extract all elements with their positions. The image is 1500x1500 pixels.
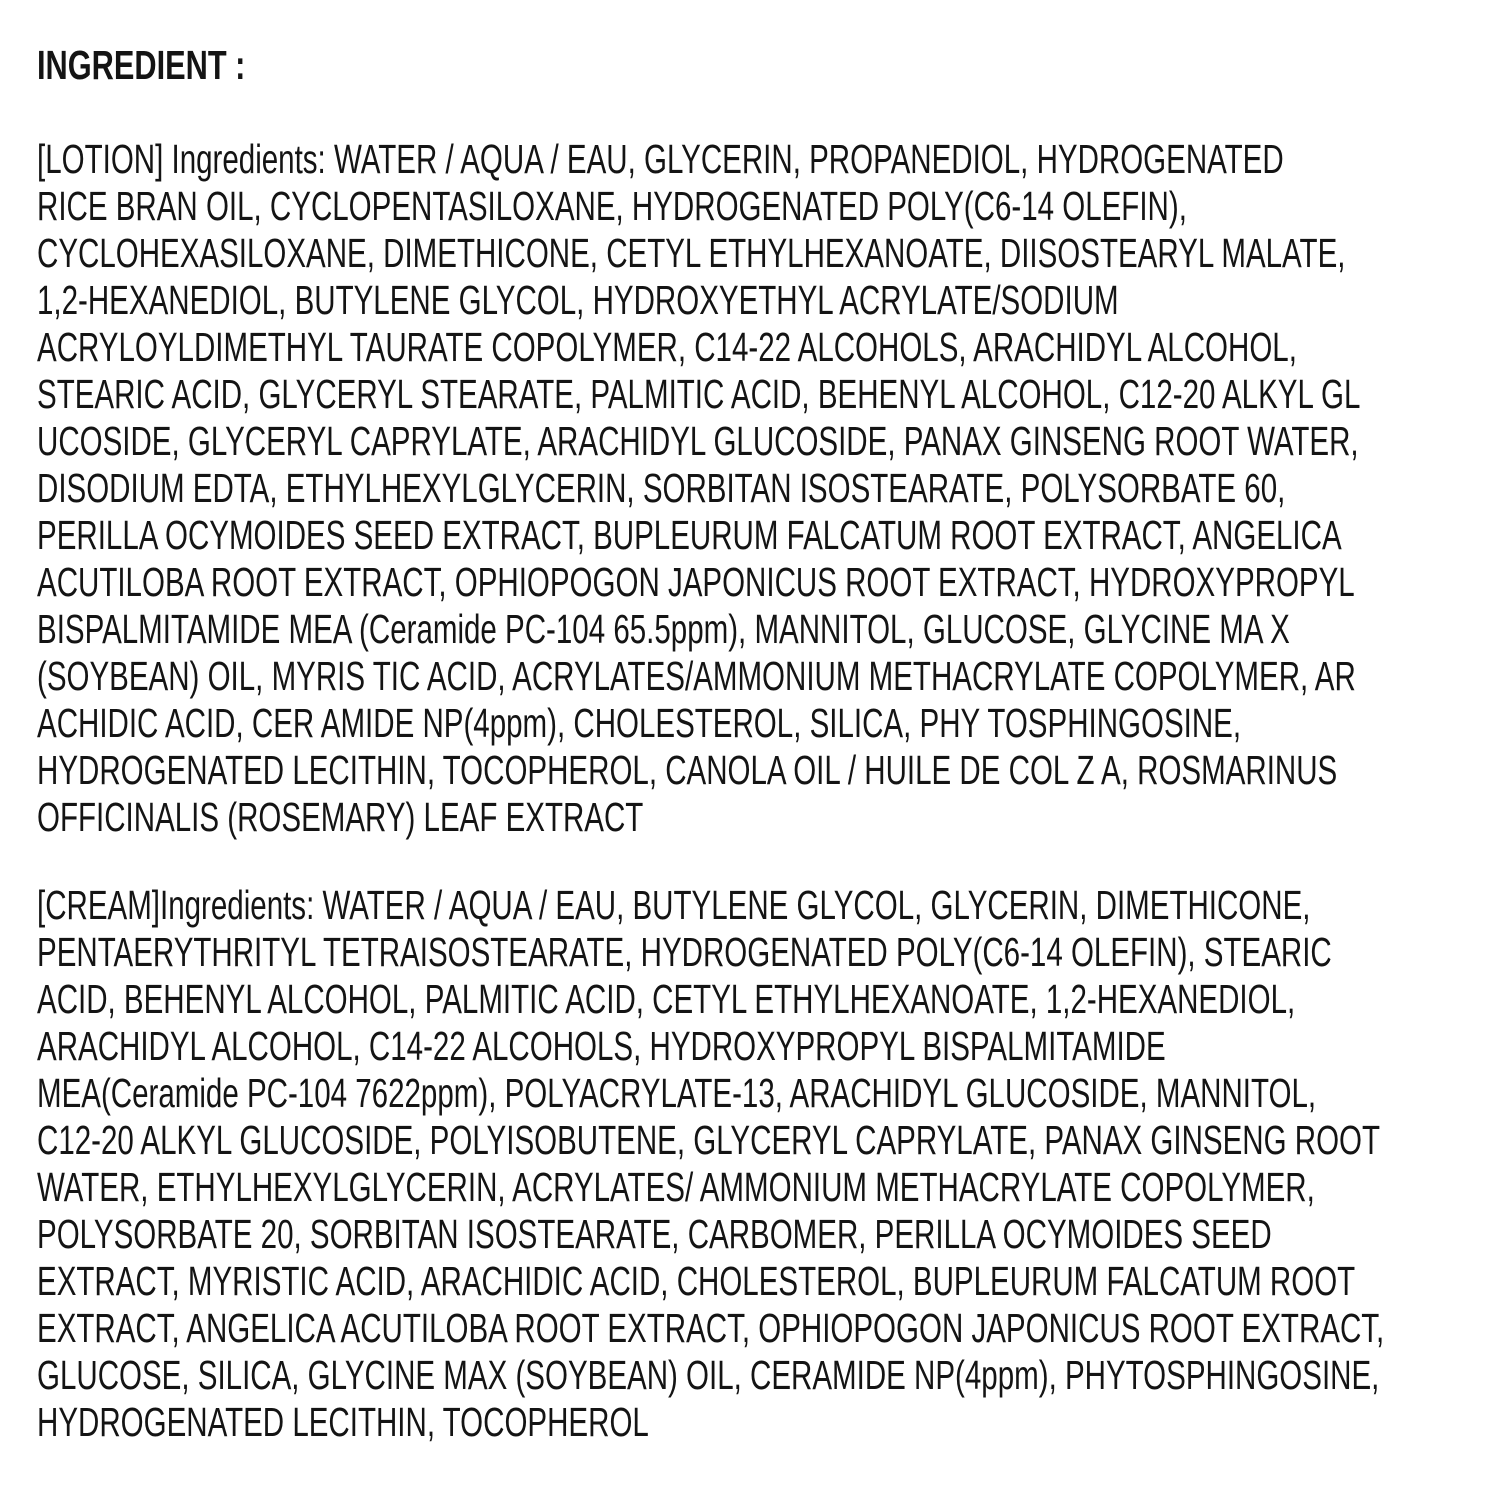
text-line: ACHIDIC ACID, CER AMIDE NP(4ppm), CHOLESTEROL, SILICA, PHY TOSPHINGOSINE, [37,700,1242,746]
text-line: STEARIC ACID, GLYCERYL STEARATE, PALMITIC ACID, BEHENYL ALCOHOL, C12-20 ALKYL GL [37,371,1361,417]
text-line: MEA(Ceramide PC-104 7622ppm), POLYACRYLATE-13, ARACHIDYL GLUCOSIDE, MANNITOL, [37,1070,1317,1116]
text-line: OFFICINALIS (ROSEMARY) LEAF EXTRACT [37,794,644,840]
text-line: (SOYBEAN) OIL, MYRIS TIC ACID, ACRYLATES/AMMONIUM METHACRYLATE COPOLYMER, AR [37,653,1356,699]
text-line: ACUTILOBA ROOT EXTRACT, OPHIOPOGON JAPONICUS ROOT EXTRACT, HYDROXYPROPYL [37,559,1355,605]
text-line: WATER, ETHYLHEXYLGLYCERIN, ACRYLATES/ AMMONIUM METHACRYLATE COPOLYMER, [37,1164,1315,1210]
text-line: ACID, BEHENYL ALCOHOL, PALMITIC ACID, CETYL ETHYLHEXANOATE, 1,2-HEXANEDIOL, [37,976,1296,1022]
text-line: EXTRACT, ANGELICA ACUTILOBA ROOT EXTRACT, OPHIOPOGON JAPONICUS ROOT EXTRACT, [37,1305,1385,1351]
text-line: HYDROGENATED LECITHIN, TOCOPHEROL [37,1399,649,1445]
text-line: DISODIUM EDTA, ETHYLHEXYLGLYCERIN, SORBITAN ISOSTEARATE, POLYSORBATE 60, [37,465,1286,511]
cream-ingredients-paragraph [37,882,1470,1446]
text-line: POLYSORBATE 20, SORBITAN ISOSTEARATE, CARBOMER, PERILLA OCYMOIDES SEED [37,1211,1272,1257]
text-line: [CREAM]Ingredients: WATER / AQUA / EAU, BUTYLENE GLYCOL, GLYCERIN, DIMETHICONE, [37,882,1311,928]
text-line: ACRYLOYLDIMETHYL TAURATE COPOLYMER, C14-22 ALCOHOLS, ARACHIDYL ALCOHOL, [37,324,1297,370]
text-line: ARACHIDYL ALCOHOL, C14-22 ALCOHOLS, HYDROXYPROPYL BISPALMITAMIDE [37,1023,1166,1069]
page-title: INGREDIENT : [37,42,246,88]
text-line: PERILLA OCYMOIDES SEED EXTRACT, BUPLEURUM FALCATUM ROOT EXTRACT, ANGELICA [37,512,1342,558]
text-line: PENTAERYTHRITYL TETRAISOSTEARATE, HYDROGENATED POLY(C6-14 OLEFIN), STEARIC [37,929,1332,975]
text-line: C12-20 ALKYL GLUCOSIDE, POLYISOBUTENE, GLYCERYL CAPRYLATE, PANAX GINSENG ROOT [37,1117,1381,1163]
text-line: [LOTION] Ingredients: WATER / AQUA / EAU, GLYCERIN, PROPANEDIOL, HYDROGENATED [37,136,1284,182]
text-line: HYDROGENATED LECITHIN, TOCOPHEROL, CANOLA OIL / HUILE DE COL Z A, ROSMARINUS [37,747,1338,793]
text-line: UCOSIDE, GLYCERYL CAPRYLATE, ARACHIDYL GLUCOSIDE, PANAX GINSENG ROOT WATER, [37,418,1359,464]
text-line: CYCLOHEXASILOXANE, DIMETHICONE, CETYL ETHYLHEXANOATE, DIISOSTEARYL MALATE, [37,230,1346,276]
blank-line [37,841,1470,882]
lotion-ingredients-paragraph [37,136,1470,841]
text-line: EXTRACT, MYRISTIC ACID, ARACHIDIC ACID, CHOLESTEROL, BUPLEURUM FALCATUM ROOT [37,1258,1356,1304]
text-line: 1,2-HEXANEDIOL, BUTYLENE GLYCOL, HYDROXYETHYL ACRYLATE/SODIUM [37,277,1119,323]
text-line: GLUCOSE, SILICA, GLYCINE MAX (SOYBEAN) OIL, CERAMIDE NP(4ppm), PHYTOSPHINGOSINE, [37,1352,1380,1398]
blank-line [37,89,1470,136]
text-line: BISPALMITAMIDE MEA (Ceramide PC-104 65.5ppm), MANNITOL, GLUCOSE, GLYCINE MA X [37,606,1290,652]
text-line: RICE BRAN OIL, CYCLOPENTASILOXANE, HYDROGENATED POLY(C6-14 OLEFIN), [37,183,1187,229]
